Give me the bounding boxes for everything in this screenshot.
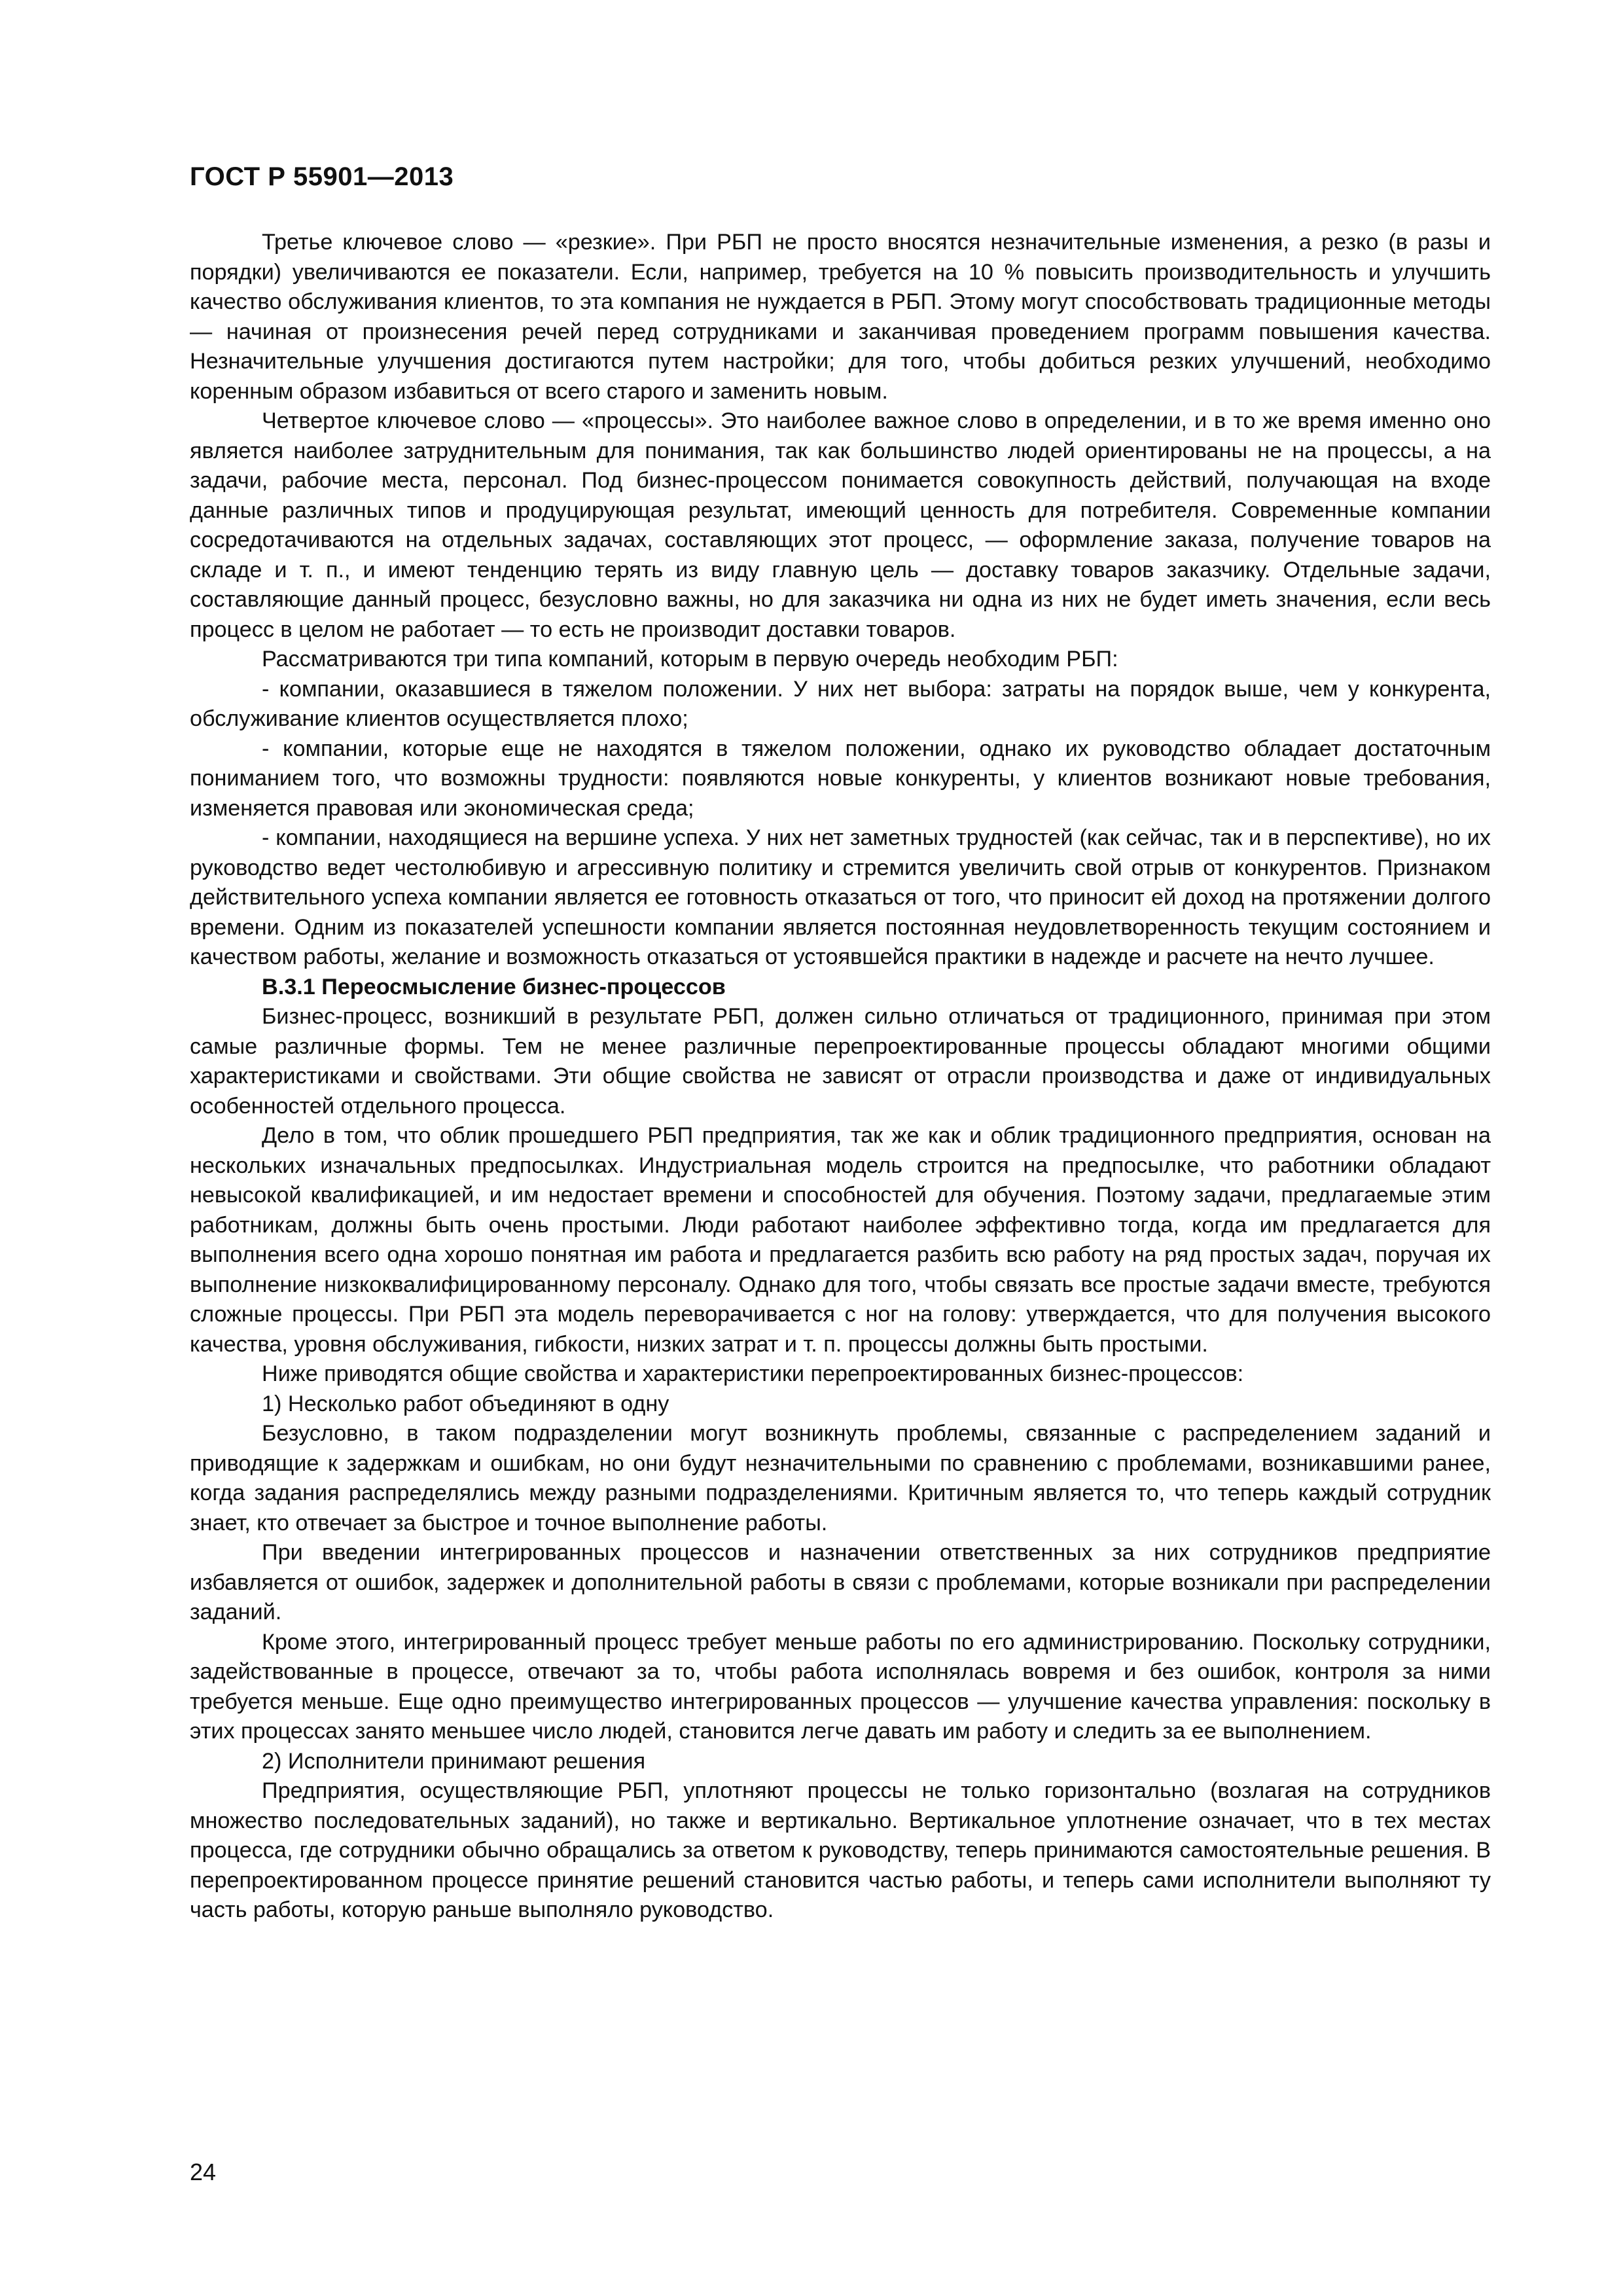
list-item: - компании, которые еще не находятся в тяжелом положении, однако их руководство обладает достаточным пониманием того, что возможны трудности: появляются новые конкуренты, у клиентов возникают новые требования, изменяется правовая или экономическая среда; (190, 736, 1491, 821)
paragraph: Рассматриваются три типа компаний, которым в первую очередь необходим РБП: (262, 647, 1118, 672)
numbered-item: 2) Исполнители принимают решения (262, 1748, 646, 1774)
paragraph: При введении интегрированных процессов и назначении ответственных за них сотрудников предприятие избавляется от ошибок, задержек и дополнительной работы в связи с проблемами, которые возникали при распределении заданий. (190, 1540, 1491, 1624)
paragraph: Дело в том, что облик прошедшего РБП предприятия, так же как и облик традиционного предприятия, основан на нескольких изначальных предпосылках. Индустриальная модель строится на предпосылке, что работники обладают невысокой квалификацией, и им недостает времени и способностей для обучения. Поэтому задачи, предлагаемые этим работникам, должны быть очень простыми. Люди работают наиболее эффективно тогда, когда им предлагается для выполнения всего одна хорошо понятная им работа и предлагается разбить всю работу на ряд простых задач, поручая их выполнение низкоквалифицированному персоналу. Однако для того, чтобы связать все простые задачи вместе, требуются сложные процессы. При РБП эта модель переворачивается с ног на голову: утверждается, что для получения высокого качества, уровня обслуживания, гибкости, низких затрат и т. п. процессы должны быть простыми. (190, 1123, 1491, 1357)
paragraph: Предприятия, осуществляющие РБП, уплотняют процессы не только горизонтально (возлагая на сотрудников множество последовательных заданий), но также и вертикально. Вертикальное уплотнение означает, что в тех местах процесса, где сотрудники обычно обращались за ответом к руководству, теперь принимаются самостоятельные решения. В перепроектированном процессе принятие решений становится частью работы, и теперь сами исполнители выполняют ту часть работы, которую раньше выполняло руководство. (190, 1778, 1491, 1922)
paragraph: Третье ключевое слово — «резкие». При РБП не просто вносятся незначительные изменения, а резко (в разы и порядки) увеличиваются ее показатели. Если, например, требуется на 10 % повысить производительность и улучшить качество обслуживания клиентов, то эта компания не нуждается в РБП. Этому могут способствовать традиционные методы — начиная от произнесения речей перед сотрудниками и заканчивая проведением программ повышения качества. Незначительные улучшения достигаются путем настройки; для того, чтобы добиться резких улучшений, необходимо коренным образом избавиться от всего старого и заменить новым. (190, 230, 1491, 404)
paragraph: Ниже приводятся общие свойства и характеристики перепроектированных бизнес-процессов: (262, 1361, 1244, 1386)
document-body (190, 228, 1491, 1926)
paragraph: Кроме этого, интегрированный процесс требует меньше работы по его администрированию. Поскольку сотрудники, задействованные в процессе, отвечают за то, чтобы работа исполнялась вовремя и без ошибок, контроля за ними требуется меньше. Еще одно преимущество интегрированных процессов — улучшение качества управления: поскольку в этих процессах занято меньшее число людей, становится легче давать им работу и следить за ее выполнением. (190, 1629, 1491, 1744)
numbered-item: 1) Несколько работ объединяют в одну (262, 1391, 669, 1416)
list-item: - компании, находящиеся на вершине успеха. У них нет заметных трудностей (как сейчас, так и в перспективе), но их руководство ведет честолюбивую и агрессивную политику и стремится увеличить свой отрыв от конкурентов. Признаком действительного успеха компании является ее готовность отказаться от того, что приносит ей доход на протяжении долгого времени. Одним из показателей успешности компании является постоянная неудовлетворенность текущим состоянием и качеством работы, желание и возможность отказаться от устоявшейся практики в надежде и расчете на нечто лучшее. (190, 825, 1491, 969)
paragraph: Безусловно, в таком подразделении могут возникнуть проблемы, связанные с распределением заданий и приводящие к задержкам и ошибкам, но они будут незначительными по сравнению с проблемами, возникавшими ранее, когда задания распределялись между разными подразделениями. Критичным является то, что теперь каждый сотрудник знает, кто отвечает за быстрое и точное выполнение работы. (190, 1421, 1491, 1535)
paragraph: Бизнес-процесс, возникший в результате РБП, должен сильно отличаться от традиционного, принимая при этом самые различные формы. Тем не менее различные перепроектированные процессы обладают многими общими характеристиками и свойствами. Эти общие свойства не зависят от отрасли производства и даже от индивидуальных особенностей отдельного процесса. (190, 1004, 1491, 1119)
list-item: - компании, оказавшиеся в тяжелом положении. У них нет выбора: затраты на порядок выше, чем у конкурента, обслуживание клиентов осуществляется плохо; (190, 676, 1491, 731)
page-number: 24 (190, 2159, 217, 2185)
paragraph: Четвертое ключевое слово — «процессы». Это наиболее важное слово в определении, и в то же время именно оно является наиболее затруднительным для понимания, так как большинство людей ориентированы не на процессы, а на задачи, рабочие места, персонал. Под бизнес-процессом понимается совокупность действий, получающая на входе данные различных типов и продуцирующая результат, имеющий ценность для потребителя. Современные компании сосредотачиваются на отдельных задачах, составляющих этот процесс, — оформление заказа, получение товаров на складе и т. п., и имеют тенденцию терять из виду главную цель — доставку товаров заказчику. Отдельные задачи, составляющие данный процесс, безусловно важны, но для заказчика ни одна из них не будет иметь значения, если весь процесс в целом не работает — то есть не производит доставки товаров. (190, 408, 1491, 642)
document-header: ГОСТ Р 55901—2013 (190, 162, 454, 191)
section-heading: В.3.1 Переосмысление бизнес-процессов (262, 974, 726, 999)
